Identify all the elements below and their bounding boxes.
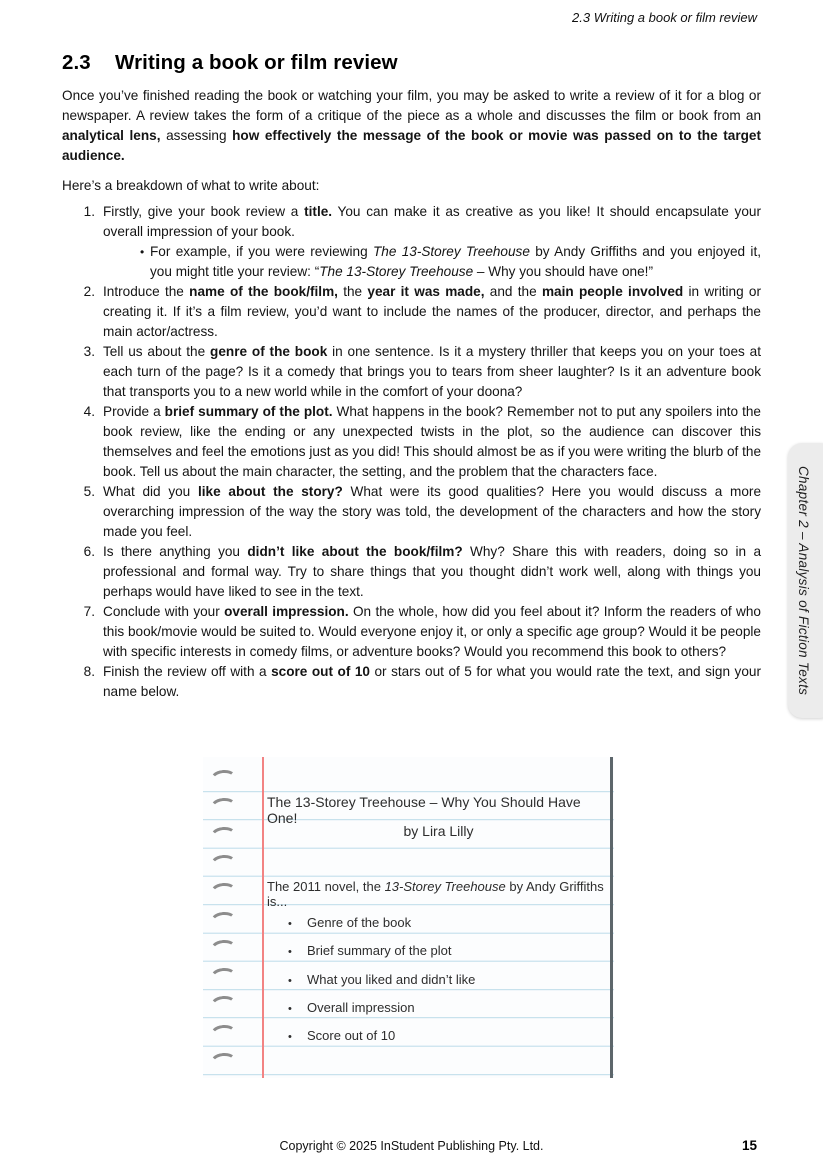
copyright-text: Copyright © 2025 InStudent Publishing Pty. Ltd.	[279, 1139, 544, 1153]
notebook-bullet-text: Score out of 10	[307, 1028, 396, 1044]
binding-curl-icon	[209, 967, 238, 989]
bullet-icon: •	[288, 918, 292, 930]
notebook-bullet-text: What you liked and didn’t like	[307, 971, 476, 987]
list-item-3	[62, 342, 761, 402]
binding-curl-icon	[209, 797, 238, 819]
section-number: 2.3	[62, 51, 91, 74]
bullet-icon: •	[288, 974, 292, 987]
chapter-side-tab	[788, 443, 823, 718]
notebook-figure	[203, 757, 614, 1078]
list-number: 7.	[83, 604, 95, 619]
review-steps-list	[62, 202, 761, 702]
list-item-2	[62, 282, 761, 342]
list-item-text: Conclude with your overall impression. On the whole, how did you feel about it? Inform the readers of who this book/movie would be suited to. Would everyone enjoy it, or only a specific age group? Would it be people with specific interests in comedy films, or adventure books? Would you recommend this book to others?	[103, 604, 761, 659]
notebook-byline: by Lira Lilly	[403, 823, 474, 839]
list-number: 6.	[83, 544, 95, 559]
list-item-body	[103, 202, 761, 282]
notebook-bullet	[288, 1000, 415, 1015]
list-number: 8.	[83, 664, 95, 679]
list-item-text: Tell us about the genre of the book in one sentence. Is it a mystery thriller that keeps you on your toes at each turn of the page? Is it a comedy that brings you to tears from sheer laughter? Is it an adventure book that transports you to a new world while in the comfort of your doona?	[103, 344, 762, 399]
notebook-bullet-text: Brief summary of the plot	[307, 943, 452, 959]
notebook-bullet	[288, 915, 411, 930]
bullet-icon: •	[288, 1002, 292, 1015]
list-item-text: Firstly, give your book review a title. You can make it as creative as you like! It should encapsulate your overall impression of your book.	[103, 204, 761, 239]
list-item-1	[62, 202, 761, 282]
notebook-bullet	[288, 972, 475, 987]
list-item-text: Finish the review off with a score out of 10 or stars out of 5 for what you would rate the text, and sign your name below.	[103, 664, 762, 699]
page-number: 15	[741, 1138, 757, 1153]
section-heading	[62, 51, 398, 75]
notebook-bullet-text: Genre of the book	[307, 915, 412, 930]
page-edge-line	[610, 757, 613, 1078]
bullet-icon: •	[288, 946, 292, 959]
binding-curl-icon	[209, 995, 238, 1017]
section-title: Writing a book or film review	[115, 51, 398, 74]
notebook-review-title: The 13-Storey Treehouse – Why You Should Have One!	[267, 794, 581, 826]
binding-curl-icon	[209, 769, 238, 791]
bullet-icon: •	[140, 245, 145, 259]
binding-curl-icon	[209, 882, 238, 904]
breakdown-lead: Here’s a breakdown of what to write about:	[62, 178, 320, 193]
notebook-bullet	[288, 1028, 395, 1043]
list-number: 1.	[83, 204, 95, 219]
sub-bullet-text: For example, if you were reviewing The 13-Storey Treehouse by Andy Griffiths and you enjoyed it, you might title your review: “The 13-Storey Treehouse – Why you should have one!”	[150, 244, 761, 279]
margin-line	[262, 757, 264, 1078]
bullet-icon: •	[288, 1031, 292, 1044]
list-item-text: Provide a brief summary of the plot. What happens in the book? Remember not to put any spoilers into the book review, like the ending or any unexpected twists in the plot, so the audience can discover this themselves and feel the emotions just as you did! This should almost be as if you were writing the blurb of the book. Tell us about the main character, the setting, and the problem that the characters face.	[103, 404, 761, 479]
sub-bullet-item	[103, 242, 761, 282]
binding-curl-icon	[209, 825, 238, 847]
binding-curl-icon	[209, 1052, 238, 1074]
list-item-8	[62, 662, 761, 702]
binding-curl-icon	[209, 1023, 238, 1045]
list-number: 4.	[83, 404, 95, 419]
chapter-tab-label: Chapter 2 – Analysis of Fiction Texts	[796, 465, 811, 696]
list-item-4	[62, 402, 761, 482]
notebook-intro-line: The 2011 novel, the 13-Storey Treehouse by Andy Griffiths is...	[267, 879, 604, 909]
running-header: 2.3 Writing a book or film review	[572, 10, 757, 25]
binding-curl-icon	[209, 854, 238, 876]
list-number: 2.	[83, 284, 95, 299]
binding-curl-icon	[209, 910, 238, 932]
list-number: 5.	[83, 484, 95, 499]
list-item-text: What did you like about the story? What were its good qualities? Here you would discuss a more overarching impression of the way the story was told, the development of the characters and how the story made you feel.	[103, 484, 762, 539]
notebook-bullet-text: Overall impression	[307, 999, 415, 1015]
binding-curl-icon	[209, 938, 238, 960]
list-item-text: Introduce the name of the book/film, the year it was made, and the main people involved in writing or creating it. If it’s a film review, you’d want to include the names of the producer, director, and perhaps the main actor/actress.	[103, 284, 762, 339]
notebook-bullet	[288, 943, 452, 958]
list-item-6	[62, 542, 761, 602]
intro-paragraph: Once you’ve finished reading the book or watching your film, you may be asked to write a review of it for a blog or newspaper. A review takes the form of a critique of the piece as a whole and discusses the film or book from an analytical lens, assessing how effectively the message of the book or movie was passed on to the target audience.	[62, 88, 761, 163]
list-number: 3.	[83, 344, 95, 359]
list-item-7	[62, 602, 761, 662]
list-item-text: Is there anything you didn’t like about the book/film? Why? Share this with readers, doing so in a professional and formal way. Try to share things that you thought didn’t work well, along with things you perhaps would have liked to see in the text.	[103, 544, 762, 599]
list-item-5	[62, 482, 761, 542]
